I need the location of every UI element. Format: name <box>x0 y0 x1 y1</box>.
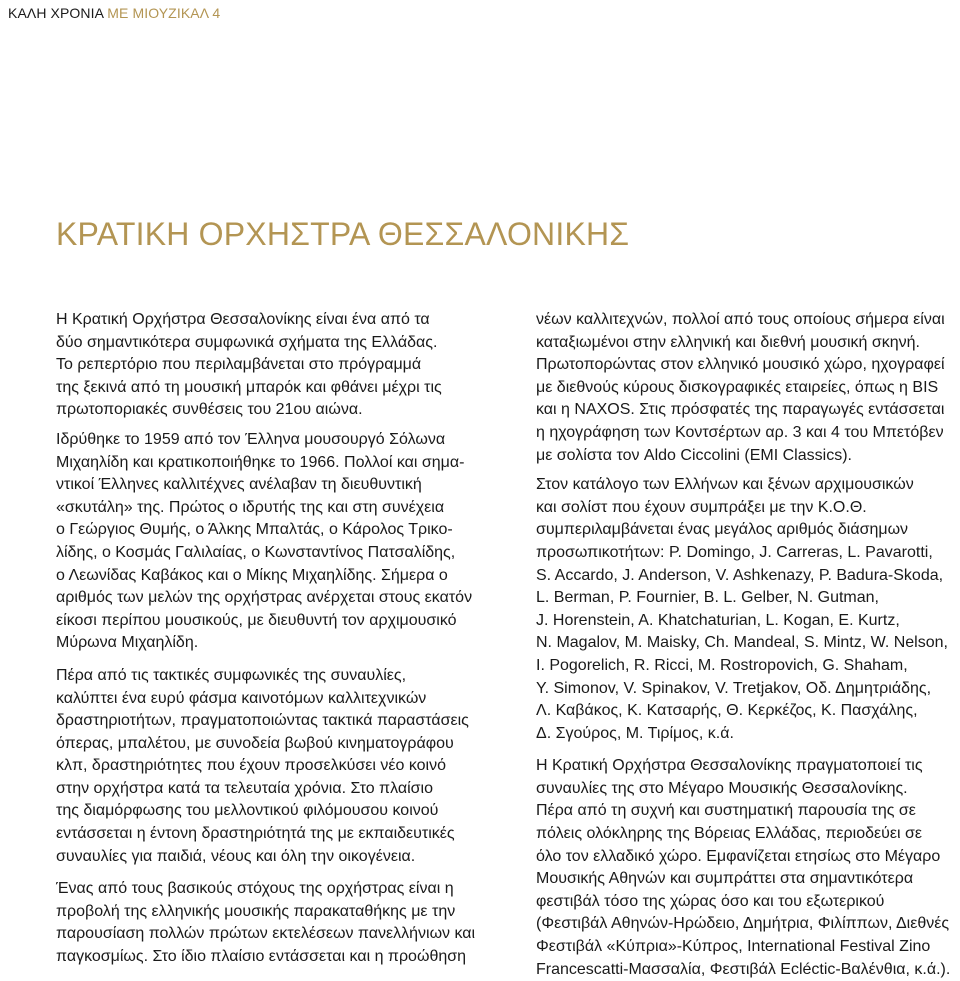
header-part2: ΜΕ ΜΙΟΥΖΙΚΑΛ <box>107 5 209 21</box>
text-line: με σολίστα τον Aldo Ciccolini (EMI Classics). <box>536 446 852 464</box>
text-line: πρωτοποριακές συνθέσεις του 21ου αιώνα. <box>56 401 363 419</box>
text-line: καλύπτει ένα ευρύ φάσμα καινοτόμων καλλιτεχνικών <box>56 689 427 707</box>
text-line: Francescatti-Μασσαλία, Φεστιβάλ Ecléctic-Βαλένθια, κ.ά.). <box>536 960 951 978</box>
text-line: και σολίστ που έχουν συμπράξει με την Κ.Ο.Θ. <box>536 498 867 516</box>
text-line: προβολή της ελληνικής μουσικής παρακαταθήκης με την <box>56 902 456 920</box>
right-column <box>536 309 956 981</box>
paragraph <box>56 309 506 422</box>
paragraph <box>56 429 506 655</box>
text-line: ντικοί Έλληνες καλλιτέχνες ανέλαβαν τη διευθυντική <box>56 476 422 494</box>
text-line: Το ρεπερτόριο που περιλαμβάνεται στο πρόγραμμά <box>56 356 422 374</box>
text-line: Η Κρατική Ορχήστρα Θεσσαλονίκης πραγματοποιεί τις <box>536 757 923 775</box>
text-line: Πέρα από τις τακτικές συμφωνικές της συναυλίες, <box>56 666 407 684</box>
text-line: προσωπικοτήτων: P. Domingo, J. Carreras, L. Pavarotti, <box>536 543 933 561</box>
text-line: Y. Simonov, V. Spinakov, V. Tretjakov, Οδ. Δημητριάδης, <box>536 679 932 697</box>
text-line: της ξεκινά από τη μουσική μπαρόκ και φθάνει μέχρι τις <box>56 378 442 396</box>
text-line: Μύρωνα Μιχαηλίδη. <box>56 634 199 652</box>
text-line: L. Berman, P. Fournier, B. L. Gelber, N. Gutman, <box>536 589 879 607</box>
paragraph <box>536 309 956 467</box>
text-line: δύο σημαντικότερα συμφωνικά σχήματα της Ελλάδας. <box>56 333 438 351</box>
header-part1: ΚΑΛΗ ΧΡΟΝΙΑ <box>8 5 104 21</box>
text-line: «σκυτάλη» της. Πρώτος ο ιδρυτής της και στη συνέχεια <box>56 498 445 516</box>
text-line: νέων καλλιτεχνών, πολλοί από τους οποίους σήμερα είναι <box>536 311 945 328</box>
left-column <box>56 309 506 969</box>
text-line: πόλεις ολόκληρης της Βόρειας Ελλάδας, περιοδεύει σε <box>536 825 923 843</box>
text-line: συναυλίες για παιδιά, νέους και όλη την οικογένεια. <box>56 847 416 865</box>
text-line: ο Λεωνίδας Καβάκος και ο Μίκης Μιχαηλίδης. Σήμερα ο <box>56 566 448 584</box>
paragraph <box>56 878 506 968</box>
text-line: Λ. Καβάκος, Κ. Κατσαρής, Θ. Κερκέζος, Κ. Πασχάλης, <box>536 702 918 720</box>
text-line: Ιδρύθηκε το 1959 από τον Έλληνα μουσουργό Σόλωνα <box>56 430 446 448</box>
text-line: ο Γεώργιος Θυμής, ο Άλκης Μπαλτάς, ο Κάρολος Τρικο- <box>56 521 453 539</box>
text-line: η ηχογράφηση των Κοντσέρτων αρ. 3 και 4 του Μπετόβεν <box>536 423 944 441</box>
text-line: Μουσικής Αθηνών και συμπράττει στα σημαντικότερα <box>536 870 914 888</box>
text-line: Μιχαηλίδη και κρατικοποιήθηκε το 1966. Πολλοί και σημα- <box>56 453 465 471</box>
text-line: Πέρα από τη συχνή και συστηματική παρουσία της σε <box>536 802 916 820</box>
text-line: Πρωτοπορώντας στον ελληνικό μουσικό χώρο, ηχογραφεί <box>536 356 945 374</box>
text-line: εντάσσεται η έντονη δραστηριότητά της με εκπαιδευτικές <box>56 825 455 843</box>
text-line: είκοσι περίπου μουσικούς, με διευθυντή τον αρχιμουσικό <box>56 611 457 629</box>
text-line: N. Magalov, M. Maisky, Ch. Mandeal, S. Mintz, W. Nelson, <box>536 634 948 652</box>
page-header <box>8 5 220 21</box>
text-line: με διεθνούς κύρους δισκογραφικές εταιρείες, όπως η BIS <box>536 378 939 396</box>
text-line: όλο τον ελλαδικό χώρο. Εμφανίζεται ετησίως στο Μέγαρο <box>536 847 941 865</box>
text-line: αριθμός των μελών της ορχήστρας ανέρχεται στους εκατόν <box>56 589 473 607</box>
text-line: Η Κρατική Ορχήστρα Θεσσαλονίκης είναι ένα από τα <box>56 311 430 328</box>
text-line: και η NAXOS. Στις πρόσφατές της παραγωγές εντάσσεται <box>536 401 945 419</box>
text-line: φεστιβάλ τόσο της χώρας όσο και του εξωτερικού <box>536 892 885 910</box>
text-line: όπερας, μπαλέτου, με συνοδεία βωβού κινηματογράφου <box>56 734 454 752</box>
text-line: λίδης, ο Κοσμάς Γαλιλαίας, ο Κωνσταντίνος Πατσαλίδης, <box>56 543 456 561</box>
text-line: της διαμόρφωσης του μελλοντικού φιλόμουσου κοινού <box>56 802 439 820</box>
text-line: παρουσίαση πολλών πρώτων εκτελέσεων πανελλήνιων και <box>56 925 476 943</box>
text-line: Στον κατάλογο των Ελλήνων και ξένων αρχιμουσικών <box>536 476 914 494</box>
text-line: (Φεστιβάλ Αθηνών-Ηρώδειο, Δημήτρια, Φιλίππων, Διεθνές <box>536 915 950 933</box>
text-line: Ένας από τους βασικούς στόχους της ορχήστρας είναι η <box>56 880 454 898</box>
text-line: I. Pogorelich, R. Ricci, M. Rostropovich, G. Shaham, <box>536 656 908 674</box>
page-title: ΚΡΑΤΙΚΗ ΟΡΧΗΣΤΡΑ ΘΕΣΣΑΛΟΝΙΚΗΣ <box>56 216 630 252</box>
text-line: παγκοσμίως. Στο ίδιο πλαίσιο εντάσσεται και η προώθηση <box>56 948 467 966</box>
text-line: Φεστιβάλ «Κύπρια»-Κύπρος, International Festival Zino <box>536 938 931 956</box>
paragraph <box>56 665 506 868</box>
text-line: καταξιωμένοι στην ελληνική και διεθνή μουσική σκηνή. <box>536 333 920 351</box>
text-line: Δ. Σγούρος, Μ. Τιρίμος, κ.ά. <box>536 724 734 742</box>
paragraph <box>536 755 956 981</box>
text-line: δραστηριοτήτων, πραγματοποιώντας τακτικά παραστάσεις <box>56 712 469 730</box>
text-line: συμπεριλαμβάνεται ένας μεγάλος αριθμός διάσημων <box>536 521 909 539</box>
text-line: κλπ, δραστηριότητες που έχουν προσελκύσει νέο κοινό <box>56 757 446 775</box>
text-line: J. Horenstein, A. Khatchaturian, L. Kogan, E. Kurtz, <box>536 611 900 629</box>
text-line: συναυλίες της στο Μέγαρο Μουσικής Θεσσαλονίκης. <box>536 779 908 797</box>
text-line: στην ορχήστρα κατά τα τελευταία χρόνια. Στο πλαίσιο <box>56 779 433 797</box>
paragraph <box>536 474 956 745</box>
text-line: S. Accardo, J. Anderson, V. Ashkenazy, P. Badura-Skoda, <box>536 566 944 584</box>
page-number: 4 <box>212 5 221 21</box>
